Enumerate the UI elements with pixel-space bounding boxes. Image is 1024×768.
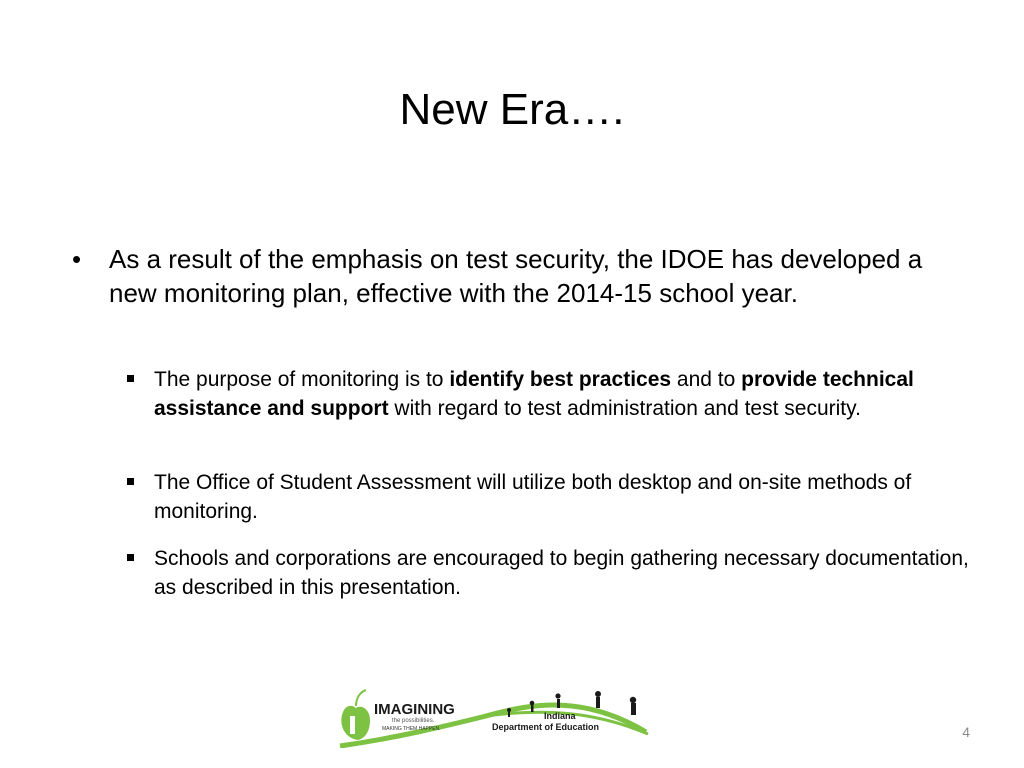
text-run: and to: [671, 368, 742, 391]
bullet-marker: •: [72, 244, 82, 274]
sub-bullet-text: [154, 365, 984, 423]
svg-text:IMAGINING: IMAGINING: [374, 701, 455, 718]
main-bullet-text: As a result of the emphasis on test security, the IDOE has developed a new monitoring plan, effective with the 2014-15 school year.: [109, 244, 923, 308]
text-run: The purpose of monitoring is to: [154, 368, 450, 391]
sub-bullet-text: Schools and corporations are encouraged to begin gathering necessary documentation, as described in this presentation.: [154, 547, 969, 599]
slide-title: New Era….: [399, 85, 625, 134]
text-run: with regard to test administration and test security.: [388, 397, 861, 420]
sub-bullet-text: The Office of Student Assessment will utilize both desktop and on-site methods of monitoring.: [154, 471, 912, 523]
bold-text-run: identify best practices: [449, 368, 672, 391]
svg-text:MAKING THEM HAPPEN.: MAKING THEM HAPPEN.: [382, 726, 441, 732]
idoe-logo: [336, 686, 652, 748]
svg-text:Indiana: Indiana: [544, 711, 576, 721]
square-bullet-icon: [127, 375, 134, 382]
square-bullet-icon: [127, 478, 134, 485]
svg-text:the possibilities.: the possibilities.: [392, 718, 435, 724]
square-bullet-icon: [127, 554, 134, 561]
bold-text-run: provide technical assistance and support: [154, 368, 914, 420]
svg-text:Department of Education: Department of Education: [492, 722, 600, 732]
page-number: 4: [962, 724, 970, 740]
